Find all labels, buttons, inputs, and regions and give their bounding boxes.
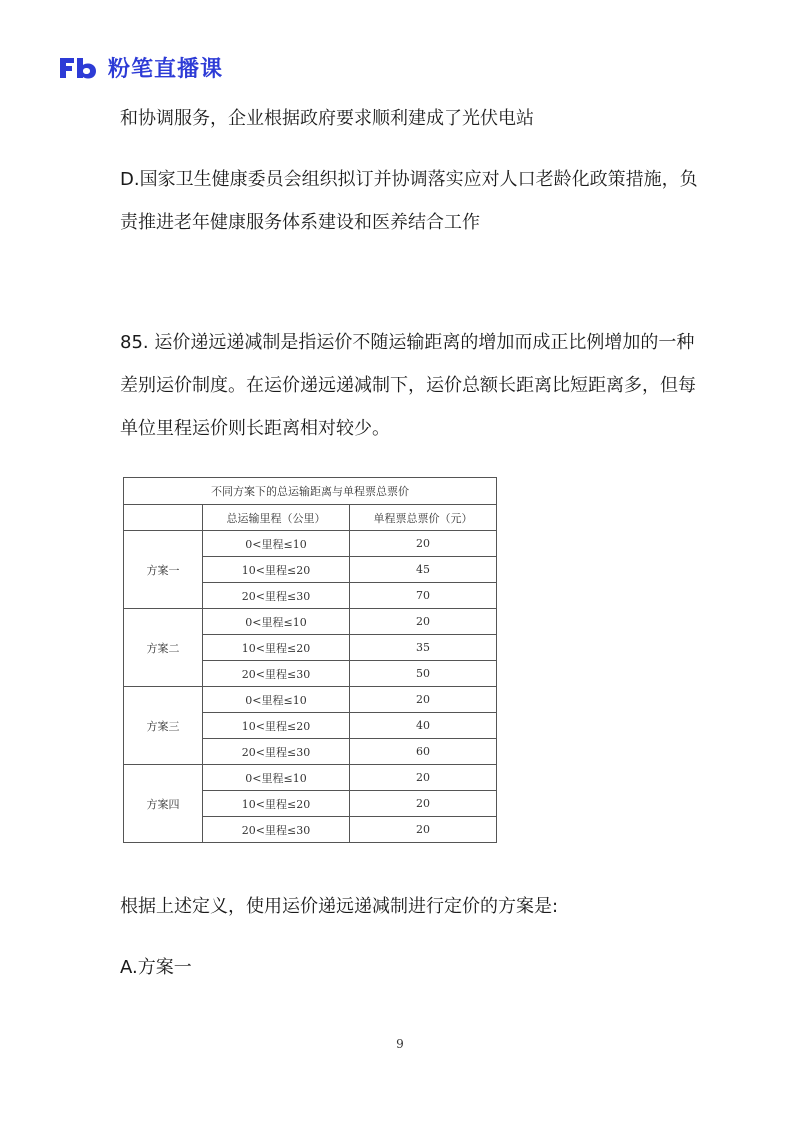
fare-cell: 40	[350, 713, 497, 739]
distance-range-cell: 0<里程≤10	[203, 687, 350, 713]
distance-range-cell: 20<里程≤30	[203, 583, 350, 609]
table-header-distance: 总运输里程（公里）	[203, 505, 350, 531]
brand-name: 粉笔直播课	[108, 57, 224, 82]
plan-name-cell: 方案二	[124, 609, 203, 687]
text-line-continuation: 和协调服务，企业根据政府要求顺利建成了光伏电站	[120, 108, 534, 129]
fare-cell: 20	[350, 791, 497, 817]
fb-logo-icon	[58, 56, 100, 80]
distance-range-cell: 20<里程≤30	[203, 739, 350, 765]
table-header-empty	[124, 505, 203, 531]
fare-cell: 45	[350, 557, 497, 583]
plan-name-cell: 方案三	[124, 687, 203, 765]
option-a-text: A.方案一	[120, 957, 192, 978]
brand-logo	[58, 52, 223, 83]
distance-range-cell: 0<里程≤10	[203, 609, 350, 635]
distance-range-cell: 20<里程≤30	[203, 661, 350, 687]
fare-cell: 20	[350, 609, 497, 635]
fare-cell: 60	[350, 739, 497, 765]
fare-cell: 20	[350, 817, 497, 843]
fare-table	[123, 477, 497, 843]
table-row	[124, 609, 497, 635]
fare-cell: 70	[350, 583, 497, 609]
table-header-price: 单程票总票价（元）	[350, 505, 497, 531]
question-prompt: 根据上述定义，使用运价递远递减制进行定价的方案是:	[120, 896, 559, 917]
distance-range-cell: 10<里程≤20	[203, 557, 350, 583]
fare-cell: 50	[350, 661, 497, 687]
fare-cell: 20	[350, 765, 497, 791]
distance-range-cell: 10<里程≤20	[203, 635, 350, 661]
question-85-text: 85. 运价递远递减制是指运价不随运输距离的增加而成正比例增加的一种差别运价制度。在运价递远递减制下，运价总额长距离比短距离多，但每单位里程运价则长距离相对较少。	[120, 332, 696, 439]
distance-range-cell: 10<里程≤20	[203, 791, 350, 817]
table-row	[124, 531, 497, 557]
plan-name-cell: 方案四	[124, 765, 203, 843]
fare-cell: 20	[350, 531, 497, 557]
table-caption: 不同方案下的总运输距离与单程票总票价	[124, 478, 497, 505]
fare-cell: 20	[350, 687, 497, 713]
distance-range-cell: 0<里程≤10	[203, 765, 350, 791]
table-row	[124, 687, 497, 713]
distance-range-cell: 10<里程≤20	[203, 713, 350, 739]
distance-range-cell: 0<里程≤10	[203, 531, 350, 557]
table-row	[124, 765, 497, 791]
option-d-text: D.国家卫生健康委员会组织拟订并协调落实应对人口老龄化政策措施，负责推进老年健康服务体系建设和医养结合工作	[120, 169, 698, 233]
page-number: 9	[396, 1037, 404, 1051]
distance-range-cell: 20<里程≤30	[203, 817, 350, 843]
plan-name-cell: 方案一	[124, 531, 203, 609]
fare-cell: 35	[350, 635, 497, 661]
